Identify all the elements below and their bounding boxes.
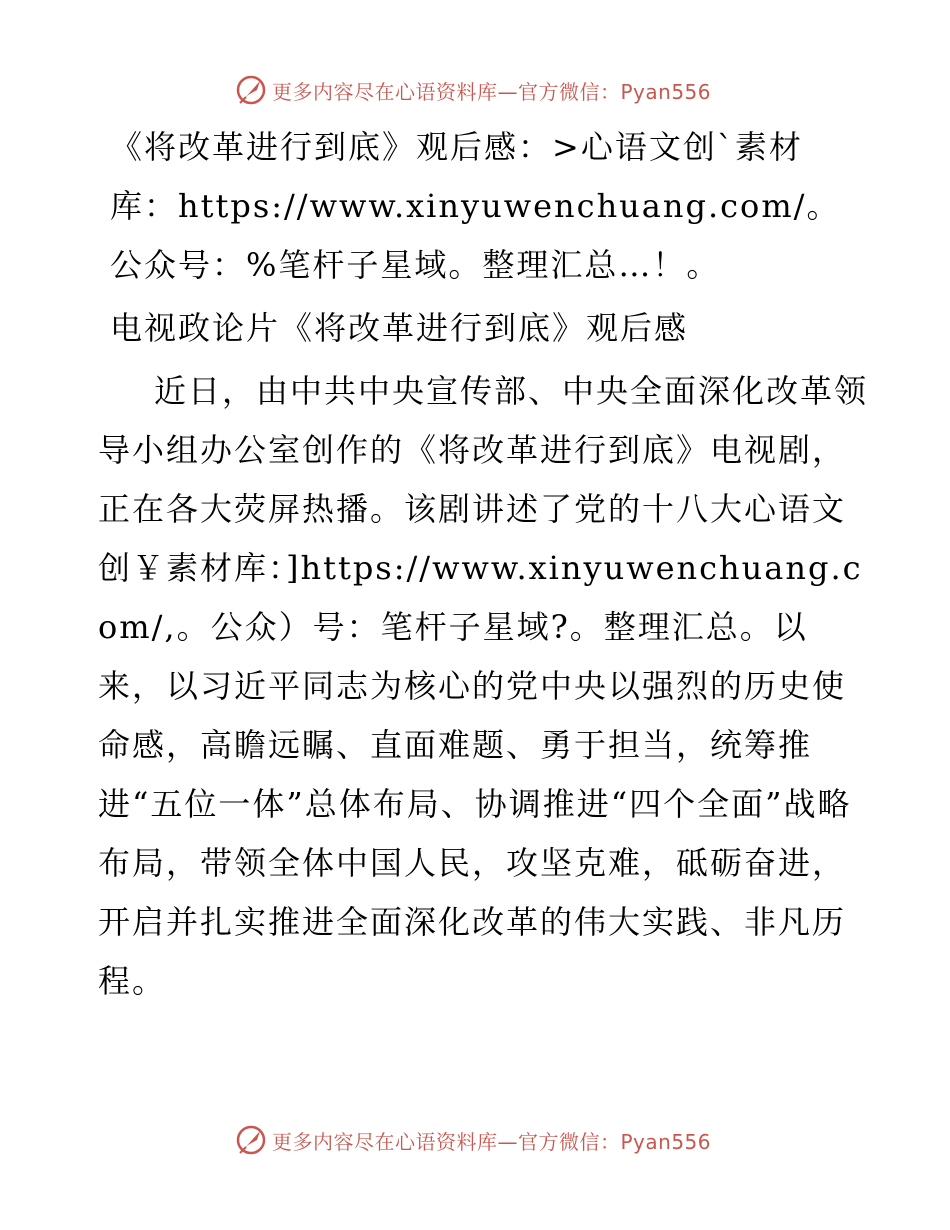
intro-paragraph: 《将改革进行到底》观后感：>心语文创`素材库：https://www.xinyuwenchuang.com/。公众号：%笔杆子星域。整理汇总…！。 <box>110 128 841 284</box>
footer-watermark <box>0 1120 950 1160</box>
watermark-text <box>272 76 711 105</box>
document-title: 电视政论片《将改革进行到底》观后感 <box>110 309 689 347</box>
watermark-tail: —官方微信：Pyan556 <box>497 1130 712 1154</box>
header-watermark <box>0 70 950 110</box>
body-paragraph: 近日，由中共中央宣传部、中央全面深化改革领导小组办公室创作的《将改革进行到底》电视剧，正在各大荧屏热播。该剧讲述了党的十八大心语文创￥素材库：]https://www.xinyuwenchuang.com/,。公众）号：笔杆子星域?。整理汇总。以来，以习近平同志为核心的党中央以强烈的历史使命感，高瞻远瞩、直面难题、勇于担当，统筹推进“五位一体”总体布局、协调推进“四个全面”战略布局，带领全体中国人民，攻坚克难，砥砺奋进，开启并扎实推进全面深化改革的伟大实践、非凡历程。 <box>98 372 869 1000</box>
quill-logo-icon <box>234 1123 268 1157</box>
watermark-main: 更多内容尽在心语资料库 <box>272 1130 498 1154</box>
watermark-main: 更多内容尽在心语资料库 <box>272 80 498 104</box>
document-body <box>98 118 868 1011</box>
quill-logo-icon <box>234 73 268 107</box>
watermark-tail: —官方微信：Pyan556 <box>497 80 712 104</box>
watermark-text <box>272 1126 711 1155</box>
